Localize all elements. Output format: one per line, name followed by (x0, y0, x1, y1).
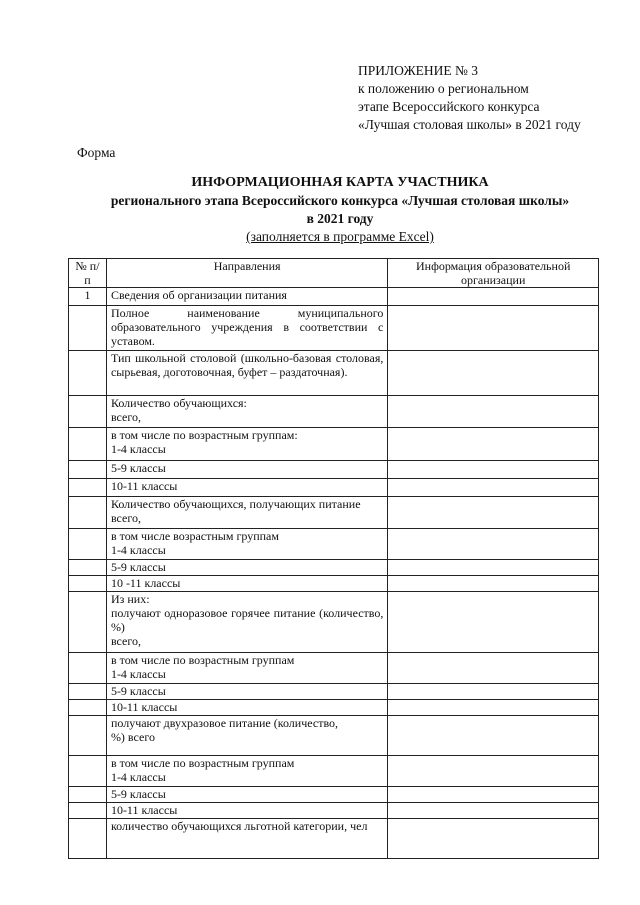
info-cell[interactable] (388, 684, 599, 700)
direction-text: 10-11 классы (110, 700, 178, 714)
info-cell[interactable] (388, 560, 599, 576)
row-direction (106, 560, 387, 576)
row-number (69, 560, 107, 576)
direction-text: 10-11 классы (110, 479, 178, 493)
direction-text: 1-4 классы (110, 442, 166, 456)
direction-text: 5-9 классы (110, 787, 166, 801)
direction-text: Сведения об организации питания (110, 288, 287, 302)
row-direction (106, 756, 387, 787)
info-cell[interactable] (388, 700, 599, 716)
row-direction (106, 351, 387, 396)
row-number (69, 787, 107, 803)
direction-text: Количество обучающихся: (110, 396, 247, 410)
direction-text: 1-4 классы (110, 543, 166, 557)
row-direction (106, 306, 387, 351)
table-row (69, 288, 599, 306)
direction-text: Тип школьной столовой (школьно-базовая столовая, сырьевая, доготовочная, буфет – раздаточная). (110, 351, 384, 379)
direction-text: в том числе по возрастным группам (110, 756, 295, 770)
info-cell[interactable] (388, 306, 599, 351)
form-label: Форма (77, 145, 116, 160)
direction-text: Количество обучающихся, получающих питание всего, (110, 497, 361, 525)
row-direction (106, 716, 387, 756)
direction-text: всего, (110, 634, 141, 648)
row-direction (106, 428, 387, 461)
row-direction (106, 396, 387, 428)
direction-text: в том числе по возрастным группам (110, 653, 295, 667)
row-number (69, 479, 107, 497)
table-row (69, 592, 599, 653)
direction-text: 1-4 классы (110, 770, 166, 784)
header-info: Информация образовательной организации (388, 259, 599, 288)
row-number (69, 529, 107, 560)
direction-text: 1-4 классы (110, 667, 166, 681)
table-body (69, 288, 599, 859)
title-line-stage: регионального этапа Всероссийского конкурса «Лучшая столовая школы» (110, 193, 570, 208)
row-direction (106, 803, 387, 819)
info-cell[interactable] (388, 288, 599, 306)
info-cell[interactable] (388, 479, 599, 497)
table-row (69, 819, 599, 859)
info-cell[interactable] (388, 461, 599, 479)
info-cell[interactable] (388, 428, 599, 461)
table-row (69, 756, 599, 787)
appendix-heading (358, 62, 581, 134)
info-cell[interactable] (388, 756, 599, 787)
row-direction (106, 700, 387, 716)
info-cell[interactable] (388, 592, 599, 653)
table-header-row (69, 259, 599, 288)
row-number (69, 576, 107, 592)
direction-text: 5-9 классы (110, 461, 166, 475)
direction-text: получают двухразовое питание (количество, (110, 716, 339, 730)
info-cell[interactable] (388, 653, 599, 684)
row-direction (106, 592, 387, 653)
direction-text: Из них: (110, 592, 150, 606)
row-direction (106, 529, 387, 560)
row-number (69, 700, 107, 716)
table-row (69, 716, 599, 756)
row-direction (106, 497, 387, 529)
row-direction (106, 787, 387, 803)
table-row (69, 700, 599, 716)
table-row (69, 479, 599, 497)
table-row (69, 461, 599, 479)
appendix-line: к положению о региональном (358, 81, 529, 96)
table-row (69, 306, 599, 351)
participant-info-table (68, 258, 599, 859)
direction-text: 5-9 классы (110, 560, 166, 574)
direction-text: %) всего (110, 730, 155, 744)
table-row (69, 576, 599, 592)
title-line-year: в 2021 году (306, 211, 374, 226)
info-cell[interactable] (388, 351, 599, 396)
row-number (69, 497, 107, 529)
info-cell[interactable] (388, 576, 599, 592)
document-title (60, 174, 620, 246)
direction-text: всего, (110, 410, 141, 424)
appendix-line: ПРИЛОЖЕНИЕ № 3 (358, 63, 479, 78)
row-direction (106, 288, 387, 306)
row-number (69, 306, 107, 351)
title-line-note: (заполняется в программе Excel) (246, 229, 434, 244)
info-cell[interactable] (388, 787, 599, 803)
row-number (69, 428, 107, 461)
table-row (69, 653, 599, 684)
row-number (69, 461, 107, 479)
table-row (69, 497, 599, 529)
appendix-line: этапе Всероссийского конкурса (358, 99, 540, 114)
direction-text: 10 -11 классы (110, 576, 181, 590)
direction-text: получают одноразовое горячее питание (количество, %) (110, 606, 384, 634)
table-row (69, 684, 599, 700)
info-cell[interactable] (388, 497, 599, 529)
row-number (69, 756, 107, 787)
table-row (69, 428, 599, 461)
row-number (69, 653, 107, 684)
info-cell[interactable] (388, 396, 599, 428)
header-direction: Направления (106, 259, 387, 288)
direction-text: Полное наименование муниципального образовательного учреждения в соответствии с уставом. (110, 306, 384, 348)
row-direction (106, 653, 387, 684)
direction-text: 10-11 классы (110, 803, 178, 817)
row-number (69, 592, 107, 653)
table-row (69, 787, 599, 803)
info-cell[interactable] (388, 803, 599, 819)
table-row (69, 351, 599, 396)
row-number (69, 716, 107, 756)
row-number: 1 (69, 288, 107, 306)
table-row (69, 529, 599, 560)
direction-text: количество обучающихся льготной категории, чел (110, 819, 368, 833)
table-row (69, 803, 599, 819)
row-direction (106, 576, 387, 592)
info-cell[interactable] (388, 529, 599, 560)
direction-text: 5-9 классы (110, 684, 166, 698)
header-num: № п/п (69, 259, 107, 288)
row-number (69, 684, 107, 700)
direction-text: в том числе по возрастным группам: (110, 428, 298, 442)
row-number (69, 396, 107, 428)
info-cell[interactable] (388, 819, 599, 859)
row-direction (106, 819, 387, 859)
row-direction (106, 461, 387, 479)
appendix-line: «Лучшая столовая школы» в 2021 году (358, 117, 581, 132)
table-row (69, 396, 599, 428)
row-direction (106, 479, 387, 497)
direction-text: в том числе возрастным группам (110, 529, 279, 543)
title-line-main: ИНФОРМАЦИОННАЯ КАРТА УЧАСТНИКА (191, 175, 489, 190)
info-cell[interactable] (388, 716, 599, 756)
row-number (69, 819, 107, 859)
row-number (69, 803, 107, 819)
row-direction (106, 684, 387, 700)
row-number (69, 351, 107, 396)
table-row (69, 560, 599, 576)
